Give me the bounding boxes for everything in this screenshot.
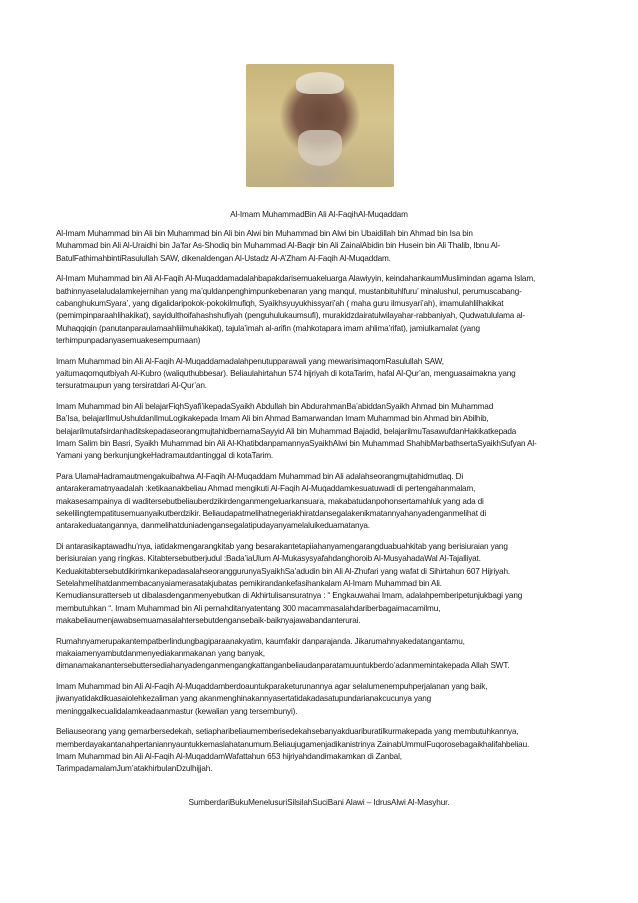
portrait-photo <box>246 64 394 187</box>
paragraph-books: Di antarasikaptawadhu’nya, iatidakmengarangkitab yang besarakantetapiiahanyamengarangduabuahkitab yang berisiuraian yang berisiuraian yang ringkas. Kitabtersebutberjudul :Bada’iaUlum Al-Mukasysyafahdanghoroib Al-MusyahadaWal Al-Tajalliyat. KeduakitabtersebutdikirimkankepadasalahseoranggurunyaSyaikhSa’adudin bin Ali Al-Zhufari yang wafat di Sihirtahun 607 Hijriyah. Setelahmelihatdanmembacanyaiamerasatakjubatas pemikirandankefasihankalam Al-Imam Muhammad bin Ali. Kemudiansuratterseb ut dibalasdenganmenyebutkan di Akhirtulisansuratnya : “ Engkauwahai Imam, adalahpemberipetunjukbagi yang membutuhkan “. Imam Muhammad bin Ali pernahditanyatentang 300 macammasalahdariberbagaimacamilmu, makabeliaumenjawabsemuamasalahtersebutdengansebaik-baiknyajawabandanterurai. <box>56 542 523 625</box>
paragraph-charity: Beliauseorang yang gemarbersedekah, setiapharibeliaumemberisedekahsebanyakduariburatilkurmakepada yang membutuhkannya, memberdayakantanahpertaniannyauntukkemaslahatanumum.Beliaujugamenjadikanistrinya ZainabUmmulFuqorosebagaikhalifahbeliau. Imam Muhammad bin Ali Al-Faqih Al-MuqaddamWafattahun 653 hijriyahdandimakamkan di Zanbal, TarimpadamalamJum’atakhirbulanDzulhijjah. <box>56 727 530 774</box>
paragraph-house: Rumahnyamerupakantempatberlindungbagiparaanakyatim, kaumfakir danparajanda. Jikarumahnyakedatangantamu, makaiamenyambutdanmenyediakanmakanan yang banyak, dimanamakanantersebuttersediahanyadenganmengangkattanganbeliaudanparatamuuntukberdo’adanmemintakepada Allah SWT. <box>56 636 510 671</box>
paragraph-birth: Imam Muhammad bin Ali Al-Faqih Al-Muqaddamadalahpenutupparawali yang mewarisimaqomRasulullah SAW, yaitumaqomqutbiyah Al-Kubro (waliquthubbesar). Beliaulahirtahun 574 hijriyah di kotaTarim, hafal Al-Qur’an, menguasaimakna yang tersuratmaupun yang tersiratdari Al-Qur’an. <box>56 356 516 391</box>
paragraph-titles: Al-Imam Muhammad bin Ali Al-Faqih Al-Muqaddamadalahbapakdarisemuakeluarga Alawiyyin, keindahankaumMuslimindan agama Islam, bathinnyaselaludalamkejernihan yang ma’quldanpenghimpunkebenaran yang manqul, mustanbituhlfuru’ minalushul, perumuscabang- cabanghukumSyara’, yang digalidaripokok-pokokilmufiqh, Syaikhsyuyukhissyari’ah ( maha guru ilmusyari’ah), imamulahlilhakikat (pemimpinparaahlihakikat), sayidulthoifahashshufiyah (penguhulukaumsufi), murakidzdairatulwilayahar-rabbaniyah, Qudwatululama al- Muhaqqiqin (panutanparaulamaahliilmuhakikat), tajula’imah al-arifin (mahkotapara imam ahlima’rifat), jamiulkamalat (yang terhimpunpadanyasemuakesempurnaan) <box>56 274 536 345</box>
portrait-beard-shape <box>298 130 342 166</box>
photo-caption: Al-Imam MuhammadBin Ali Al-FaqihAl-Muqaddam <box>230 210 408 219</box>
portrait-turban-shape <box>296 72 344 94</box>
source-citation: SumberdariBukuMenelusuriSilsilahSuciBani Alawi – IdrusAlwi Al-Masyhur. <box>188 798 450 807</box>
paragraph-teachers: Imam Muhammad bin Ali belajarFiqhSyafi’ikepadaSyaikh Abdullah bin AbdurahmanBa’abiddanSyaikh Ahmad bin Muhammad Ba’Isa, belajarIlmuUshuldanIlmuLogikakepada Imam Ali bin Ahmad Bamarwandan Imam Muhammad bin Ahmad bin Abilhib, belajarilmutafsirdanhaditskepadaseorangmujtahidbernamaSayyid Ali bin Muhammad Bajadid, belajarilmuTasawufdanHakikatkepada Imam Salim bin Basri, Syaikh Muhammad bin Ali Al-KhatibdanpamannyaSyaikhAlwi bin Muhammad ShahibMarbathsertaSyaikhSufyan Al- Yamani yang berkunjungkeHadramautdantinggal di kotaTarim. <box>56 402 537 461</box>
article-body <box>56 228 586 784</box>
paragraph-karamah: Para UlamaHadramautmengakuibahwa Al-Faqih Al-Muqaddam Muhammad bin Ali adalahseorangmujtahidmutlaq. Di antarakeramatnyaadalah :ketikaanakbeliau Ahmad mengikuti Al-Faqih Al-Muqaddamkesuatuwadi di pertengahanmalam, makasesampainya di waditersebutbeliauberdzikirdenganmengeluarkansuara, makabatudanpohonsertamahluk yang ada di sekelilingtempatitusemuanyaikutberdzikir. Beliaudapatmelihatnegeriakhiratdansegalakenikmatannyahanyadenganmelihat di antarakeduatangannya, danmelihatduniadengansegalatipudayanyamelaluikeduamatanya. <box>56 472 487 531</box>
paragraph-prayer: Imam Muhammad bin Ali Al-Faqih Al-Muqaddamberdoauntukparaketurunannya agar selalumenempuhperjalanan yang baik, jiwanyatidakdikuasaiolehkezaliman yang akanmenghinakannyasertatidakadasatupundarianakcucunya yang meninggalkecualidalamkeadaanmastur (kewalian yang tersembunyi). <box>56 682 488 716</box>
paragraph-lineage: Al-Imam Muhammad bin Ali bin Muhammad bin Ali bin Alwi bin Muhammad bin Alwi bin Ubaidillah bin Ahmad bin Isa bin Muhammad bin Ali Al-Uraidhi bin Ja’far As-Shodiq bin Muhammad Al-Baqir bin Ali ZainalAbidin bin Husein bin Ali Thalib, Ibnu Al- BatulFathimahbintiRasulullah SAW, dikenaldengan Al-Ustadz Al-A’Zham Al-Faqih Al-Muqaddam. <box>56 229 501 263</box>
